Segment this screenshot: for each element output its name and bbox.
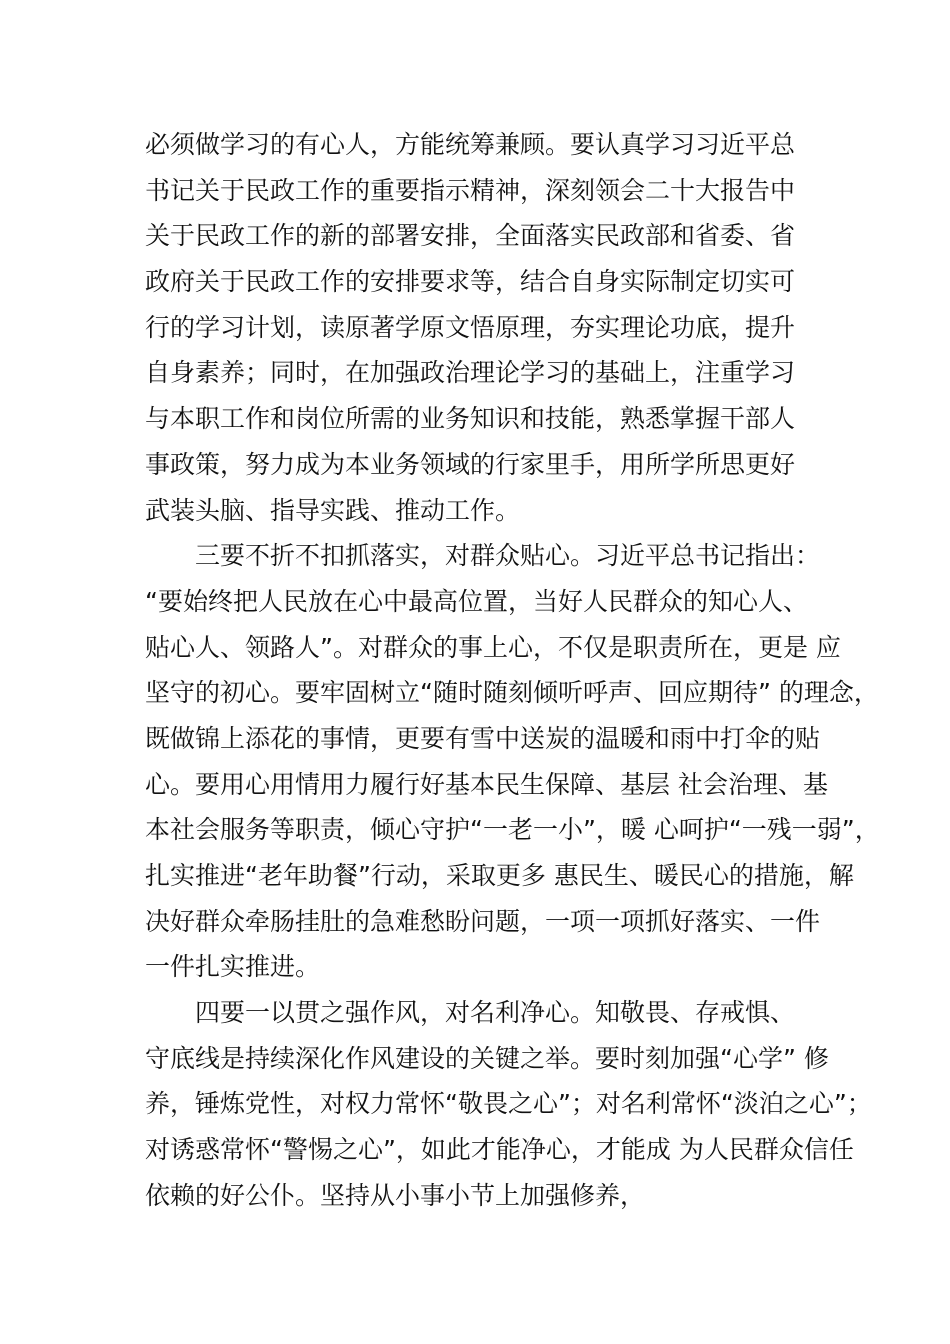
- text-line: 武装头脑、指导实践、推动工作。: [145, 495, 521, 525]
- text-line: 书记关于民政工作的重要指示精神，深刻领会二十大报告中: [145, 175, 796, 205]
- text-line: 贴心人、领路人”。对群众的事上心，不仅是职责所在，更是 应: [145, 632, 841, 662]
- text-line: 决好群众牵肠挂肚的急难愁盼问题，一项一项抓好落实、一件: [145, 906, 821, 936]
- text-line: 本社会服务等职责，倾心守护“一老一小”，暖 心呵护“一残一弱”，: [145, 815, 880, 845]
- text-line: 与本职工作和岗位所需的业务知识和技能，熟悉掌握干部人: [145, 404, 796, 434]
- text-line: 守底线是持续深化作风建设的关键之举。要时刻加强“心学” 修: [145, 1043, 829, 1073]
- text-line: 心。要用心用情用力履行好基本民生保障、基层 社会治理、基: [145, 769, 828, 799]
- text-line: 政府关于民政工作的安排要求等，结合自身实际制定切实可: [145, 267, 796, 297]
- text-line: 四要一以贯之强作风，对名利净心。知敬畏、存戒惧、: [145, 998, 796, 1028]
- body-text: [145, 122, 880, 1219]
- text-line: 扎实推进“老年助餐”行动，采取更多 惠民生、暖民心的措施，解: [145, 861, 854, 890]
- text-line: 对诱惑常怀“警惕之心”，如此才能净心，才能成 为人民群众信任: [145, 1135, 854, 1165]
- text-line: 三要不折不扣抓落实，对群众贴心。习近平总书记指出：: [145, 541, 821, 571]
- text-line: 必须做学习的有心人，方能统筹兼顾。要认真学习习近平总: [145, 130, 796, 159]
- text-line: 自身素养；同时，在加强政治理论学习的基础上，注重学习: [145, 358, 796, 388]
- text-line: 行的学习计划，读原著学原文悟原理，夯实理论功底，提升: [145, 312, 796, 342]
- text-line: 事政策，努力成为本业务领域的行家里手，用所学所思更好: [145, 449, 796, 479]
- text-line: 一件扎实推进。: [145, 952, 321, 982]
- text-line: 依赖的好公仆。坚持从小事小节上加强修养，: [145, 1180, 646, 1210]
- text-line: 既做锦上添花的事情，更要有雪中送炭的温暖和雨中打伞的贴: [145, 723, 821, 753]
- text-line: 坚守的初心。要牢固树立“随时随刻倾听呼声、回应期待” 的理念，: [145, 678, 879, 708]
- text-line: 养，锤炼党性，对权力常怀“敬畏之心”；对名利常怀“淡泊之心”；: [145, 1089, 872, 1119]
- text-line: “要始终把人民放在心中最高位置，当好人民群众的知心人、: [145, 586, 808, 616]
- text-line: 关于民政工作的新的部署安排，全面落实民政部和省委、省: [145, 221, 796, 251]
